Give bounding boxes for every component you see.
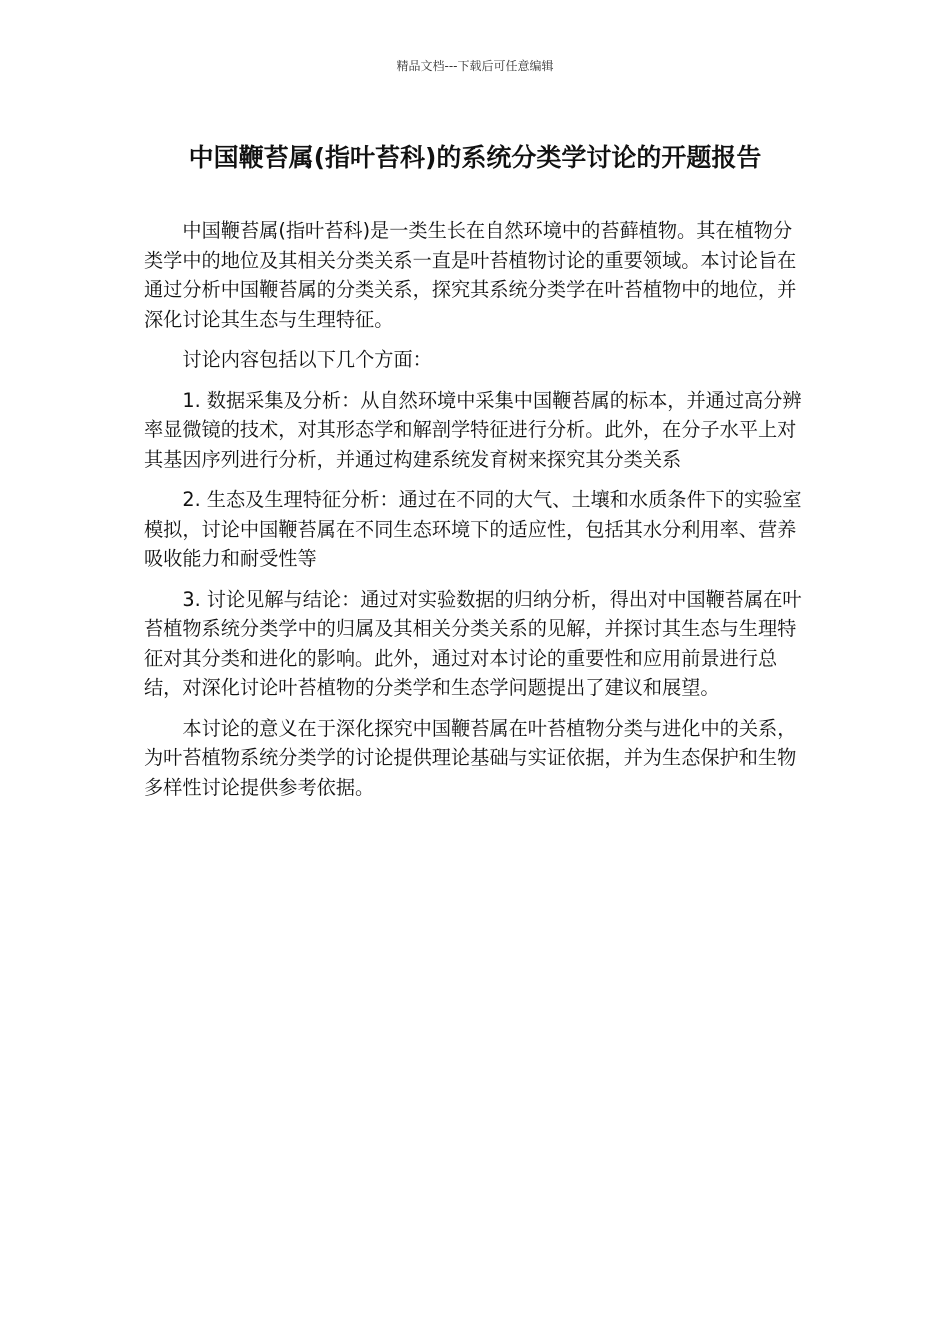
paragraph-significance: 本讨论的意义在于深化探究中国鞭苔属在叶苔植物分类与进化中的关系，为叶苔植物系统分类学的讨论提供理论基础与实证依据，并为生态保护和生物多样性讨论提供参考依据。: [144, 716, 797, 799]
paragraph-contents-lead: 讨论内容包括以下几个方面：: [182, 348, 432, 371]
paragraph-item-2: 2. 生态及生理特征分析：通过在不同的大气、土壤和水质条件下的实验室模拟，讨论中国鞭苔属在不同生态环境下的适应性，包括其水分利用率、营养吸收能力和耐受性等: [144, 488, 802, 570]
document-body: [144, 216, 808, 813]
paragraph-item-3: 3. 讨论见解与结论：通过对实验数据的归纳分析，得出对中国鞭苔属在叶苔植物系统分类学中的归属及其相关分类关系的见解，并探讨其生态与生理特征对其分类和进化的影响。此外，通过对本讨论的重要性和应用前景进行总结，对深化讨论叶苔植物的分类学和生态学问题提出了建议和展望。: [144, 587, 802, 699]
header-note: 精品文档---下载后可任意编辑: [396, 59, 554, 73]
paragraph-item-1: 1. 数据采集及分析：从自然环境中采集中国鞭苔属的标本，并通过高分辨率显微镜的技术，对其形态学和解剖学特征进行分析。此外，在分子水平上对其基因序列进行分析，并通过构建系统发育树来探究其分类关系: [144, 388, 802, 471]
paragraph-intro: 中国鞭苔属(指叶苔科)是一类生长在自然环境中的苔藓植物。其在植物分类学中的地位及其相关分类关系一直是叶苔植物讨论的重要领域。本讨论旨在通过分析中国鞭苔属的分类关系，探究其系统分类学在叶苔植物中的地位，并深化讨论其生态与生理特征。: [144, 219, 797, 331]
page-title: 中国鞭苔属(指叶苔科)的系统分类学讨论的开题报告: [188, 143, 762, 172]
